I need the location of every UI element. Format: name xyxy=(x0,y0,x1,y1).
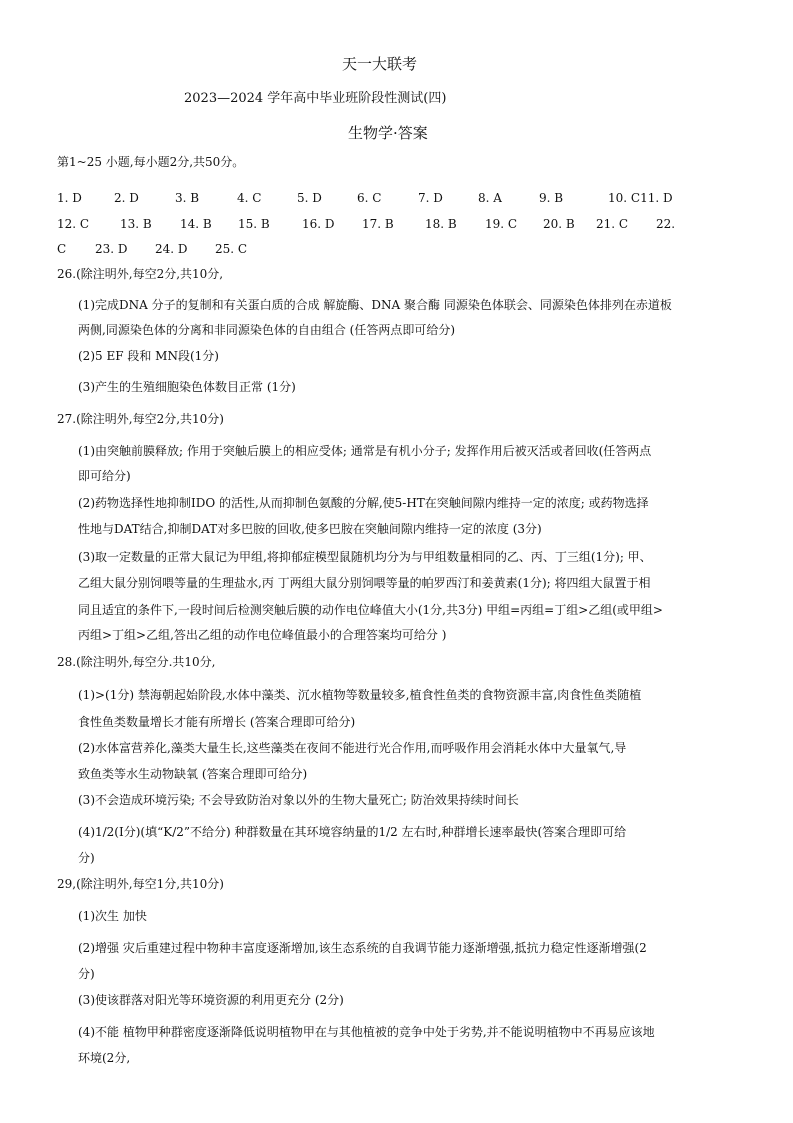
q28-line-2: 食性鱼类数量增长才能有所增长 (答案合理即可给分) xyxy=(78,715,356,729)
answer-item: 16. D xyxy=(302,217,335,231)
q28-heading: 28.(除注明外,每空分.共10分, xyxy=(57,655,216,669)
answer-item: 3. B xyxy=(175,191,200,205)
answer-row-3 xyxy=(0,242,793,256)
answer-item: 1. D xyxy=(57,191,82,205)
answer-item: 2. D xyxy=(114,191,139,205)
answer-item: C xyxy=(57,242,67,256)
answer-row-1 xyxy=(0,191,793,205)
q29-line-6: 环境(2分, xyxy=(78,1051,131,1065)
q28-line-5: (3)不会造成环境污染; 不会导致防治对象以外的生物大量死亡; 防治效果持续时间长 xyxy=(78,793,519,807)
q27-line-4: 性地与DAT结合,抑制DAT对多巴胺的回收,使多巴胺在突触间隙内维持一定的浓度 (3分) xyxy=(78,522,542,536)
q28-line-1: (1)>(1分) 禁海朝起始阶段,水体中藻类、沉水植物等数量较多,植食性鱼类的食物资源丰富,肉食性鱼类随植 xyxy=(78,688,642,702)
answer-item: 20. B xyxy=(543,217,575,231)
q26-line-4: (3)产生的生殖细胞染色体数目正常 (1分) xyxy=(78,380,296,394)
answer-item: 21. C xyxy=(596,217,629,231)
q27-line-1: (1)由突触前膜释放; 作用于突触后膜上的相应受体; 通常是有机小分子; 发挥作用后被灭活或者回收(任答两点 xyxy=(78,444,652,458)
q28-line-6: (4)1/2(Ⅰ分)(填“K/2”不给分) 种群数量在其环境容纳量的1/2 左右时,种群增长速率最快(答案合理即可给 xyxy=(78,825,627,839)
q26-line-2: 两侧,同源染色体的分离和非同源染色体的自由组合 (任答两点即可给分) xyxy=(78,323,455,337)
q29-line-5: (4)不能 植物甲种群密度逐渐降低说明植物甲在与其他植被的竞争中处于劣势,并不能说明植物中不再易应该地 xyxy=(78,1025,655,1039)
answer-row-2 xyxy=(0,217,793,231)
answer-item: 15. B xyxy=(238,217,270,231)
q29-line-1: (1)次生 加快 xyxy=(78,909,147,923)
q27-heading: 27.(除注明外,每空2分,共10分) xyxy=(57,412,224,426)
exam-title: 2023—2024 学年高中毕业班阶段性测试(四) xyxy=(184,91,447,106)
answer-item: 17. B xyxy=(362,217,394,231)
q27-line-8: 丙组>丁组>乙组,答出乙组的动作电位峰值最小的合理答案均可给分 ) xyxy=(78,628,447,642)
q29-line-2: (2)增强 灾后重建过程中物种丰富度逐渐增加,该生态系统的自我调节能力逐渐增强,抵抗力稳定性逐渐增强(2 xyxy=(78,941,647,955)
q27-line-7: 同且适宜的条件下,一段时间后检测突触后膜的动作电位峰值大小(1分,共3分) 甲组=丙组=丁组>乙组(或甲组> xyxy=(78,603,663,617)
answer-item: 24. D xyxy=(155,242,188,256)
q27-line-5: (3)取一定数量的正常大鼠记为甲组,将抑郁症模型鼠随机均分为与甲组数量相同的乙、丙、丁三组(1分); 甲、 xyxy=(78,550,652,564)
section-intro: 第1~25 小题,每小题2分,共50分。 xyxy=(57,155,245,169)
answer-item: 4. C xyxy=(237,191,262,205)
answer-item: 23. D xyxy=(95,242,128,256)
q27-line-2: 即可给分) xyxy=(78,469,131,483)
answer-item: 8. A xyxy=(478,191,502,205)
answer-item: 5. D xyxy=(297,191,322,205)
q29-line-4: (3)使该群落对阳光等环境资源的利用更充分 (2分) xyxy=(78,993,344,1007)
q26-line-3: (2)5 EF 段和 MN段(1分) xyxy=(78,349,219,363)
q26-line-1: (1)完成DNA 分子的复制和有关蛋白质的合成 解旋酶、DNA 聚合酶 同源染色体联会、同源染色体排列在赤道板 xyxy=(78,298,672,312)
q26-heading: 26.(除注明外,每空2分,共10分, xyxy=(57,267,224,281)
q29-line-3: 分) xyxy=(78,967,95,981)
q28-line-3: (2)水体富营养化,藻类大量生长,这些藻类在夜间不能进行光合作用,而呼吸作用会消耗水体中大量氧气,导 xyxy=(78,741,627,755)
q29-heading: 29,(除注明外,每空1分,共10分) xyxy=(57,877,224,891)
answer-item: 13. B xyxy=(120,217,152,231)
q28-line-4: 致鱼类等水生动物缺氧 (答案合理即可给分) xyxy=(78,767,308,781)
q27-line-3: (2)药物选择性地抑制IDO 的活性,从而抑制色氨酸的分解,使5-HT在突触间隙内维持一定的浓度; 或药物选择 xyxy=(78,496,649,510)
answer-item: 6. C xyxy=(357,191,382,205)
answer-item: 18. B xyxy=(425,217,457,231)
subject-title: 生物学·答案 xyxy=(348,124,428,142)
answer-item: 12. C xyxy=(57,217,90,231)
q28-line-7: 分) xyxy=(78,851,95,865)
answer-item: 22. xyxy=(656,217,676,231)
org-title: 天一大联考 xyxy=(342,55,418,73)
answer-item: 10. C11. D xyxy=(608,191,673,205)
answer-item: 25. C xyxy=(215,242,248,256)
answer-item: 14. B xyxy=(180,217,212,231)
answer-item: 9. B xyxy=(539,191,564,205)
q27-line-6: 乙组大鼠分别饲喂等量的生理盐水,丙 丁两组大鼠分别饲喂等量的帕罗西汀和姜黄素(1分); 将四组大鼠置于相 xyxy=(78,576,651,590)
answer-item: 19. C xyxy=(485,217,518,231)
answer-item: 7. D xyxy=(418,191,443,205)
